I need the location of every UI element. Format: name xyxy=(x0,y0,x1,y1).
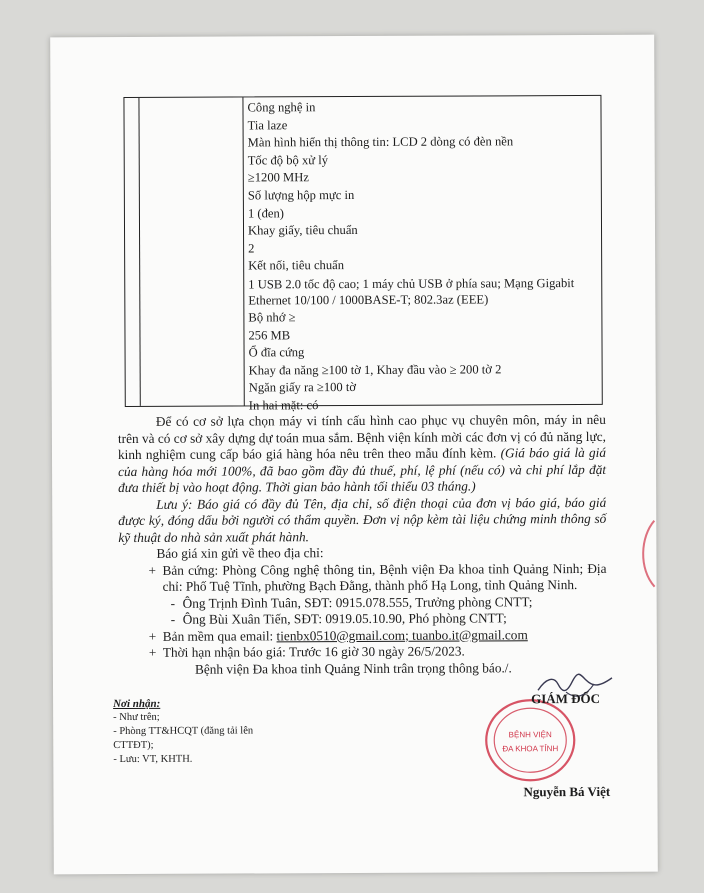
spec-line: ≥1200 MHz xyxy=(247,170,309,185)
spec-line: Ổ đĩa cứng xyxy=(248,345,305,360)
spec-line: Kết nối, tiêu chuẩn xyxy=(248,258,345,273)
spec-cell xyxy=(247,98,595,415)
recipients-heading: Nơi nhận: xyxy=(113,697,161,711)
spec-line: 1 USB 2.0 tốc độ cao; 1 máy chủ USB ở phía sau; Mạng Gigabit Ethernet 10/100 / 1000BASE-T; 802.3az (EEE) xyxy=(248,275,575,308)
contact-text: Ông Bùi Xuân Tiến, SĐT: 0919.05.10.90, Phó phòng CNTT; xyxy=(182,610,507,627)
intro-italic-note: (Giá báo giá là giá của hàng hóa mới 100%, đã bao gồm đầy đủ thuế, phí, lệ phí (nếu có) và chi phí lắp đặt đưa thiết bị vào hoạt động. Thời gian bảo hành tối thiểu 03 tháng.) xyxy=(118,444,607,496)
deadline-item xyxy=(119,643,607,662)
dash-mark: - xyxy=(170,595,176,611)
email-links[interactable]: tienbx0510@gmail.com; tuanbo.it@gmail.com xyxy=(276,626,528,643)
stamp-line-2: ĐA KHOA TỈNH xyxy=(502,744,559,754)
hard-copy-item xyxy=(118,560,606,595)
note-paragraph: Lưu ý: Báo giá có đầy đủ Tên, địa chỉ, số điện thoại của đơn vị báo giá, báo giá được ký, đóng dấu bởi người có thẩm quyền. Đơn vị nộp kèm tài liệu chứng minh thông số kỹ thuật do nhà sản xuất phát hành. xyxy=(118,494,607,545)
spec-line: 2 xyxy=(248,241,255,256)
table-column-divider xyxy=(242,97,244,405)
table-column-divider xyxy=(138,98,140,406)
spec-line: In hai mặt: có xyxy=(248,398,319,413)
spec-table xyxy=(123,95,602,413)
stamp-line-1: BỆNH VIỆN xyxy=(508,730,552,740)
document-page xyxy=(50,35,658,875)
official-stamp xyxy=(478,695,588,785)
intro-paragraph xyxy=(118,412,606,497)
contact-text: Ông Trịnh Đình Tuân, SĐT: 0915.078.555, Trưởng phòng CNTT; xyxy=(182,593,533,611)
spec-line: Số lượng hộp mực in xyxy=(247,187,355,203)
hard-copy-text: Bản cứng: Phòng Công nghệ thông tin, Bệnh viện Đa khoa tỉnh Quảng Ninh; Địa chỉ: Phố Tuệ Tĩnh, phường Bạch Đằng, thành phố Hạ Long, tỉnh Quảng Ninh. xyxy=(162,560,607,594)
recipients-block xyxy=(113,696,293,767)
closing-line: Bệnh viện Đa khoa tỉnh Quảng Ninh trân trọng thông báo./. xyxy=(194,659,512,677)
spec-line: Khay giấy, tiêu chuẩn xyxy=(247,223,358,238)
recipient-item: - Như trên; xyxy=(113,711,160,724)
spec-line: Ngăn giấy ra ≥100 tờ xyxy=(248,380,357,395)
signatory-name: Nguyễn Bá Việt xyxy=(523,783,611,800)
recipient-item: - Phòng TT&HCQT (đăng tải lên CTTĐT); xyxy=(113,725,254,752)
spec-line: 256 MB xyxy=(248,327,291,342)
letter-body xyxy=(118,412,607,678)
dash-mark: - xyxy=(170,611,176,627)
spec-line: Khay đa năng ≥100 tờ 1, Khay đầu vào ≥ 200 tờ 2 xyxy=(248,362,502,378)
deadline-text: Thời hạn nhận báo giá: Trước 16 giờ 30 ngày 26/5/2023. xyxy=(162,643,465,660)
recipient-item: - Lưu: VT, KHTH. xyxy=(113,753,193,766)
send-to-line: Báo giá xin gửi về theo địa chỉ: xyxy=(156,545,324,561)
spec-line: Tia laze xyxy=(247,117,288,133)
bullet-mark: + xyxy=(148,628,157,644)
side-seal-mark xyxy=(632,519,656,589)
spec-line: Công nghệ in xyxy=(247,100,316,115)
spec-line: Màn hình hiển thị thông tin: LCD 2 dòng có đèn nền xyxy=(247,134,514,150)
intro-text: Để có cơ sở lựa chọn máy vi tính cấu hình cao phục vụ chuyên môn, máy in nêu trên và có cơ sở xây dựng dự toán mua sắm. Bệnh viện kính mời các đơn vị có đủ năng lực, kinh nghiệm cung cấp báo giá hàng hóa nêu trên theo mẫu đính kèm. xyxy=(117,411,606,463)
spec-line: Tốc độ bộ xử lý xyxy=(247,152,329,168)
spec-line: Bộ nhớ ≥ xyxy=(248,310,296,325)
bullet-mark: + xyxy=(148,644,157,660)
soft-copy-label: Bản mềm qua email: xyxy=(162,627,277,644)
bullet-mark: + xyxy=(148,562,157,578)
signatory-title: GIÁM ĐỐC xyxy=(531,690,601,707)
spec-line: 1 (đen) xyxy=(247,205,285,221)
